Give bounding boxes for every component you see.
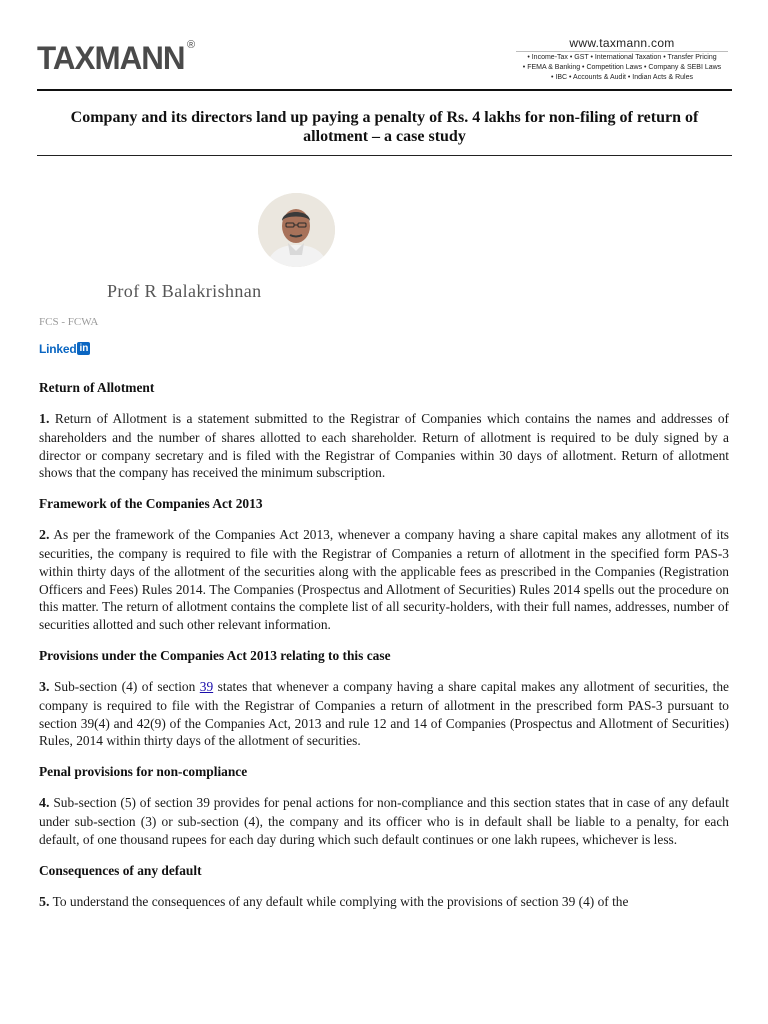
section-heading: Penal provisions for non-compliance <box>39 764 248 780</box>
paragraph-4 <box>39 794 729 848</box>
topics-line: • Income-Tax • GST • International Taxation • Transfer Pricing <box>527 54 717 61</box>
section-heading: Return of Allotment <box>39 380 155 395</box>
site-url-divider <box>516 51 728 52</box>
author-avatar <box>258 193 335 267</box>
paragraph-text: states that whenever a company having a share capital makes any allotment of securities, the company is required to file with the Registrar of Companies a return of allotment in the prescribed form PAS-3 pursuant to section 39(4) and 42(9) of the Companies Act, 2013 and rule 12 and 14 of Companies (Prospectus and Allotment of Securities) Rules, 2014 within thirty days of the allotment of securities. <box>39 678 729 749</box>
paragraph-text: As per the framework of the Companies Act 2013, whenever a company having a share capital makes any allotment of its securities, the company is required to file with the Registrar of Companies a return of allotment in the specified form PAS-3 within thirty days of the allotment of the securities along with the applicable fees as prescribed in the Companies (Registration Officers and Fees) Rules 2014. The Companies (Prospectus and Allotment of Securities) Rules 2014 spells out the procedure on this matter. The return of allotment contains the complete list of all security-holders, with their full names, addresses, number of securities allotted and such other relevant information. <box>39 527 729 633</box>
page-header <box>0 0 768 92</box>
author-photo-icon <box>258 193 335 267</box>
site-url[interactable]: www.taxmann.com <box>569 36 675 50</box>
paragraph-number: 2. <box>39 528 50 544</box>
page-title: Company and its directors land up paying a penalty of Rs. 4 lakhs for non-filing of return of allotment – a case study <box>70 109 699 145</box>
paragraph-number: 3. <box>39 679 50 695</box>
section-heading: Framework of the Companies Act 2013 <box>39 496 263 512</box>
paragraph-text: Return of Allotment is a statement submitted to the Registrar of Companies which contains the names and addresses of shareholders and the number of shares allotted to each shareholder. Return of allotment is required to be duly signed by a director or company secretary and is filed with the Registrar of Companies within 30 days of allotment. Return of allotment shows that the company has received the minimum subscription. <box>39 411 729 481</box>
title-divider <box>37 155 732 156</box>
author-name: Prof R Balakrishnan <box>107 281 262 301</box>
paragraph-text: Sub-section (4) of section <box>53 678 200 694</box>
paragraph-3 <box>39 678 729 750</box>
linkedin-icon: in <box>79 343 89 354</box>
taxmann-logo[interactable]: TAXMANN <box>37 40 185 76</box>
registered-mark: ® <box>187 39 196 51</box>
topics-list <box>512 53 732 83</box>
topics-line: • FEMA & Banking • Competition Laws • Company & SEBI Laws <box>522 64 722 71</box>
paragraph-number: 1. <box>39 412 50 427</box>
author-credentials: FCS - FCWA <box>39 316 99 328</box>
section-heading: Provisions under the Companies Act 2013 relating to this case <box>39 647 391 663</box>
paragraph-text: Sub-section (5) of section 39 provides for penal actions for non-compliance and this section states that in case of any default under sub-section (3) or sub-section (4), the company and its officer who is in default shall be liable to a penalty, for each default, of one thousand rupees for each day during which such default continues or one lakh rupees, whichever is less. <box>39 795 729 847</box>
paragraph-number: 5. <box>39 894 50 910</box>
paragraph-text: To understand the consequences of any default while complying with the provisions of section 39 (4) of the <box>52 893 629 909</box>
paragraph-2 <box>39 526 729 634</box>
article-body <box>39 380 729 925</box>
section-39-link[interactable]: 39 <box>199 678 214 694</box>
paragraph-number: 4. <box>39 796 50 812</box>
paragraph-5 <box>39 893 729 912</box>
section-heading: Consequences of any default <box>39 862 202 878</box>
header-divider <box>37 89 732 91</box>
paragraph-1 <box>39 410 729 482</box>
linkedin-wordmark: Linked <box>39 341 77 356</box>
topics-line: • IBC • Accounts & Audit • Indian Acts & Rules <box>551 74 693 81</box>
linkedin-link[interactable] <box>39 341 90 356</box>
